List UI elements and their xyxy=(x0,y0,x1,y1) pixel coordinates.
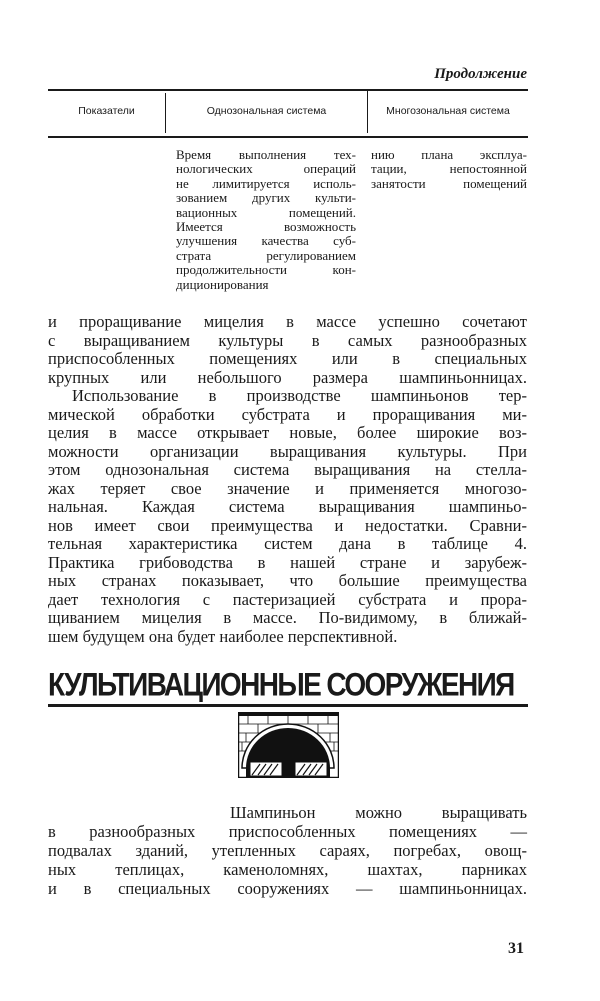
text-line: и в специальных сооружениях — шампиньонницах. xyxy=(48,879,527,898)
text-line: щиванием мицелия в массе. По-видимому, в ближай- xyxy=(48,608,527,627)
table-continuation-label: Продолжение xyxy=(434,66,527,82)
text-line: улучшения качества суб- xyxy=(176,233,356,249)
page-number: 31 xyxy=(508,940,524,957)
heading-underline xyxy=(48,704,528,707)
text-line: занятости помещений xyxy=(371,175,527,191)
text-line: приспособленных помещениях или в специальных xyxy=(48,349,527,368)
section-heading: КУЛЬТИВАЦИОННЫЕ СООРУЖЕНИЯ xyxy=(48,666,514,703)
text-line: нальная. Каждая система выращивания шампиньо- xyxy=(48,497,527,516)
text-line: Шампиньон можно выращивать xyxy=(230,803,527,822)
table-header-indicators: Показатели xyxy=(78,105,135,117)
text-line: мической обработки субстрата и проращивания ми- xyxy=(48,404,527,424)
body-text-paragraphs xyxy=(48,313,527,646)
text-line: диционирования xyxy=(176,276,269,292)
text-line: зованием других культи- xyxy=(176,190,356,206)
cellar-arch-illustration xyxy=(238,712,339,778)
text-line: шем будущем она будет наиболее перспективной. xyxy=(48,626,398,646)
text-line: Время выполнения тех- xyxy=(176,147,356,162)
text-line: нологических операций xyxy=(176,161,356,177)
table-top-rule xyxy=(48,89,528,91)
text-line: продолжительности кон- xyxy=(176,262,356,278)
section-body-text xyxy=(48,803,527,898)
text-line: жах теряет свое значение и применяется многозо- xyxy=(48,478,527,498)
table-cell-multi-zone xyxy=(371,148,527,191)
text-line: ных теплицах, каменоломнях, шахтах, парниках xyxy=(48,860,527,879)
text-line: целия в массе открывает новые, более широкие воз- xyxy=(48,423,527,442)
text-line: тельная характеристика систем дана в таблице 4. xyxy=(48,534,527,553)
table-header-single-zone: Однозональная система xyxy=(206,105,327,117)
text-line: подвалах зданий, утепленных сараях, погребах, овощ- xyxy=(48,841,527,860)
text-line: страта регулированием xyxy=(176,247,356,263)
table-header-rule xyxy=(48,136,528,138)
text-line: крупных или небольшого размера шампиньонницах. xyxy=(48,367,527,387)
text-line: не лимитируется исполь- xyxy=(176,175,356,191)
text-line: тации, непостоянной xyxy=(371,161,527,177)
text-line: с выращиванием культуры в самых разнообразных xyxy=(48,330,527,350)
text-line: дает технология с пастеризацией субстрата и прора- xyxy=(48,589,527,609)
text-line: ных странах показывает, что большие преимущества xyxy=(48,571,527,590)
text-line: этом однозональная система выращивания на стелла- xyxy=(48,460,527,479)
text-line: Практика грибоводства в нашей стране и зарубеж- xyxy=(48,552,527,572)
text-line: в разнообразных приспособленных помещениях — xyxy=(48,822,527,841)
text-line: и проращивание мицелия в массе успешно сочетают xyxy=(48,312,527,331)
text-line: нию плана эксплуа- xyxy=(371,147,527,162)
text-line: Использование в производстве шампиньонов тер- xyxy=(72,386,527,405)
text-line: Имеется возможность xyxy=(176,219,356,235)
table-cell-single-zone xyxy=(176,148,356,292)
text-line: можности организации выращивания культуры. При xyxy=(48,441,527,461)
table-header-multi-zone: Многозональная система xyxy=(386,105,510,117)
text-line: вационных помещений. xyxy=(176,204,356,220)
text-line: нов имеет свои преимущества и недостатки. Сравни- xyxy=(48,515,527,535)
